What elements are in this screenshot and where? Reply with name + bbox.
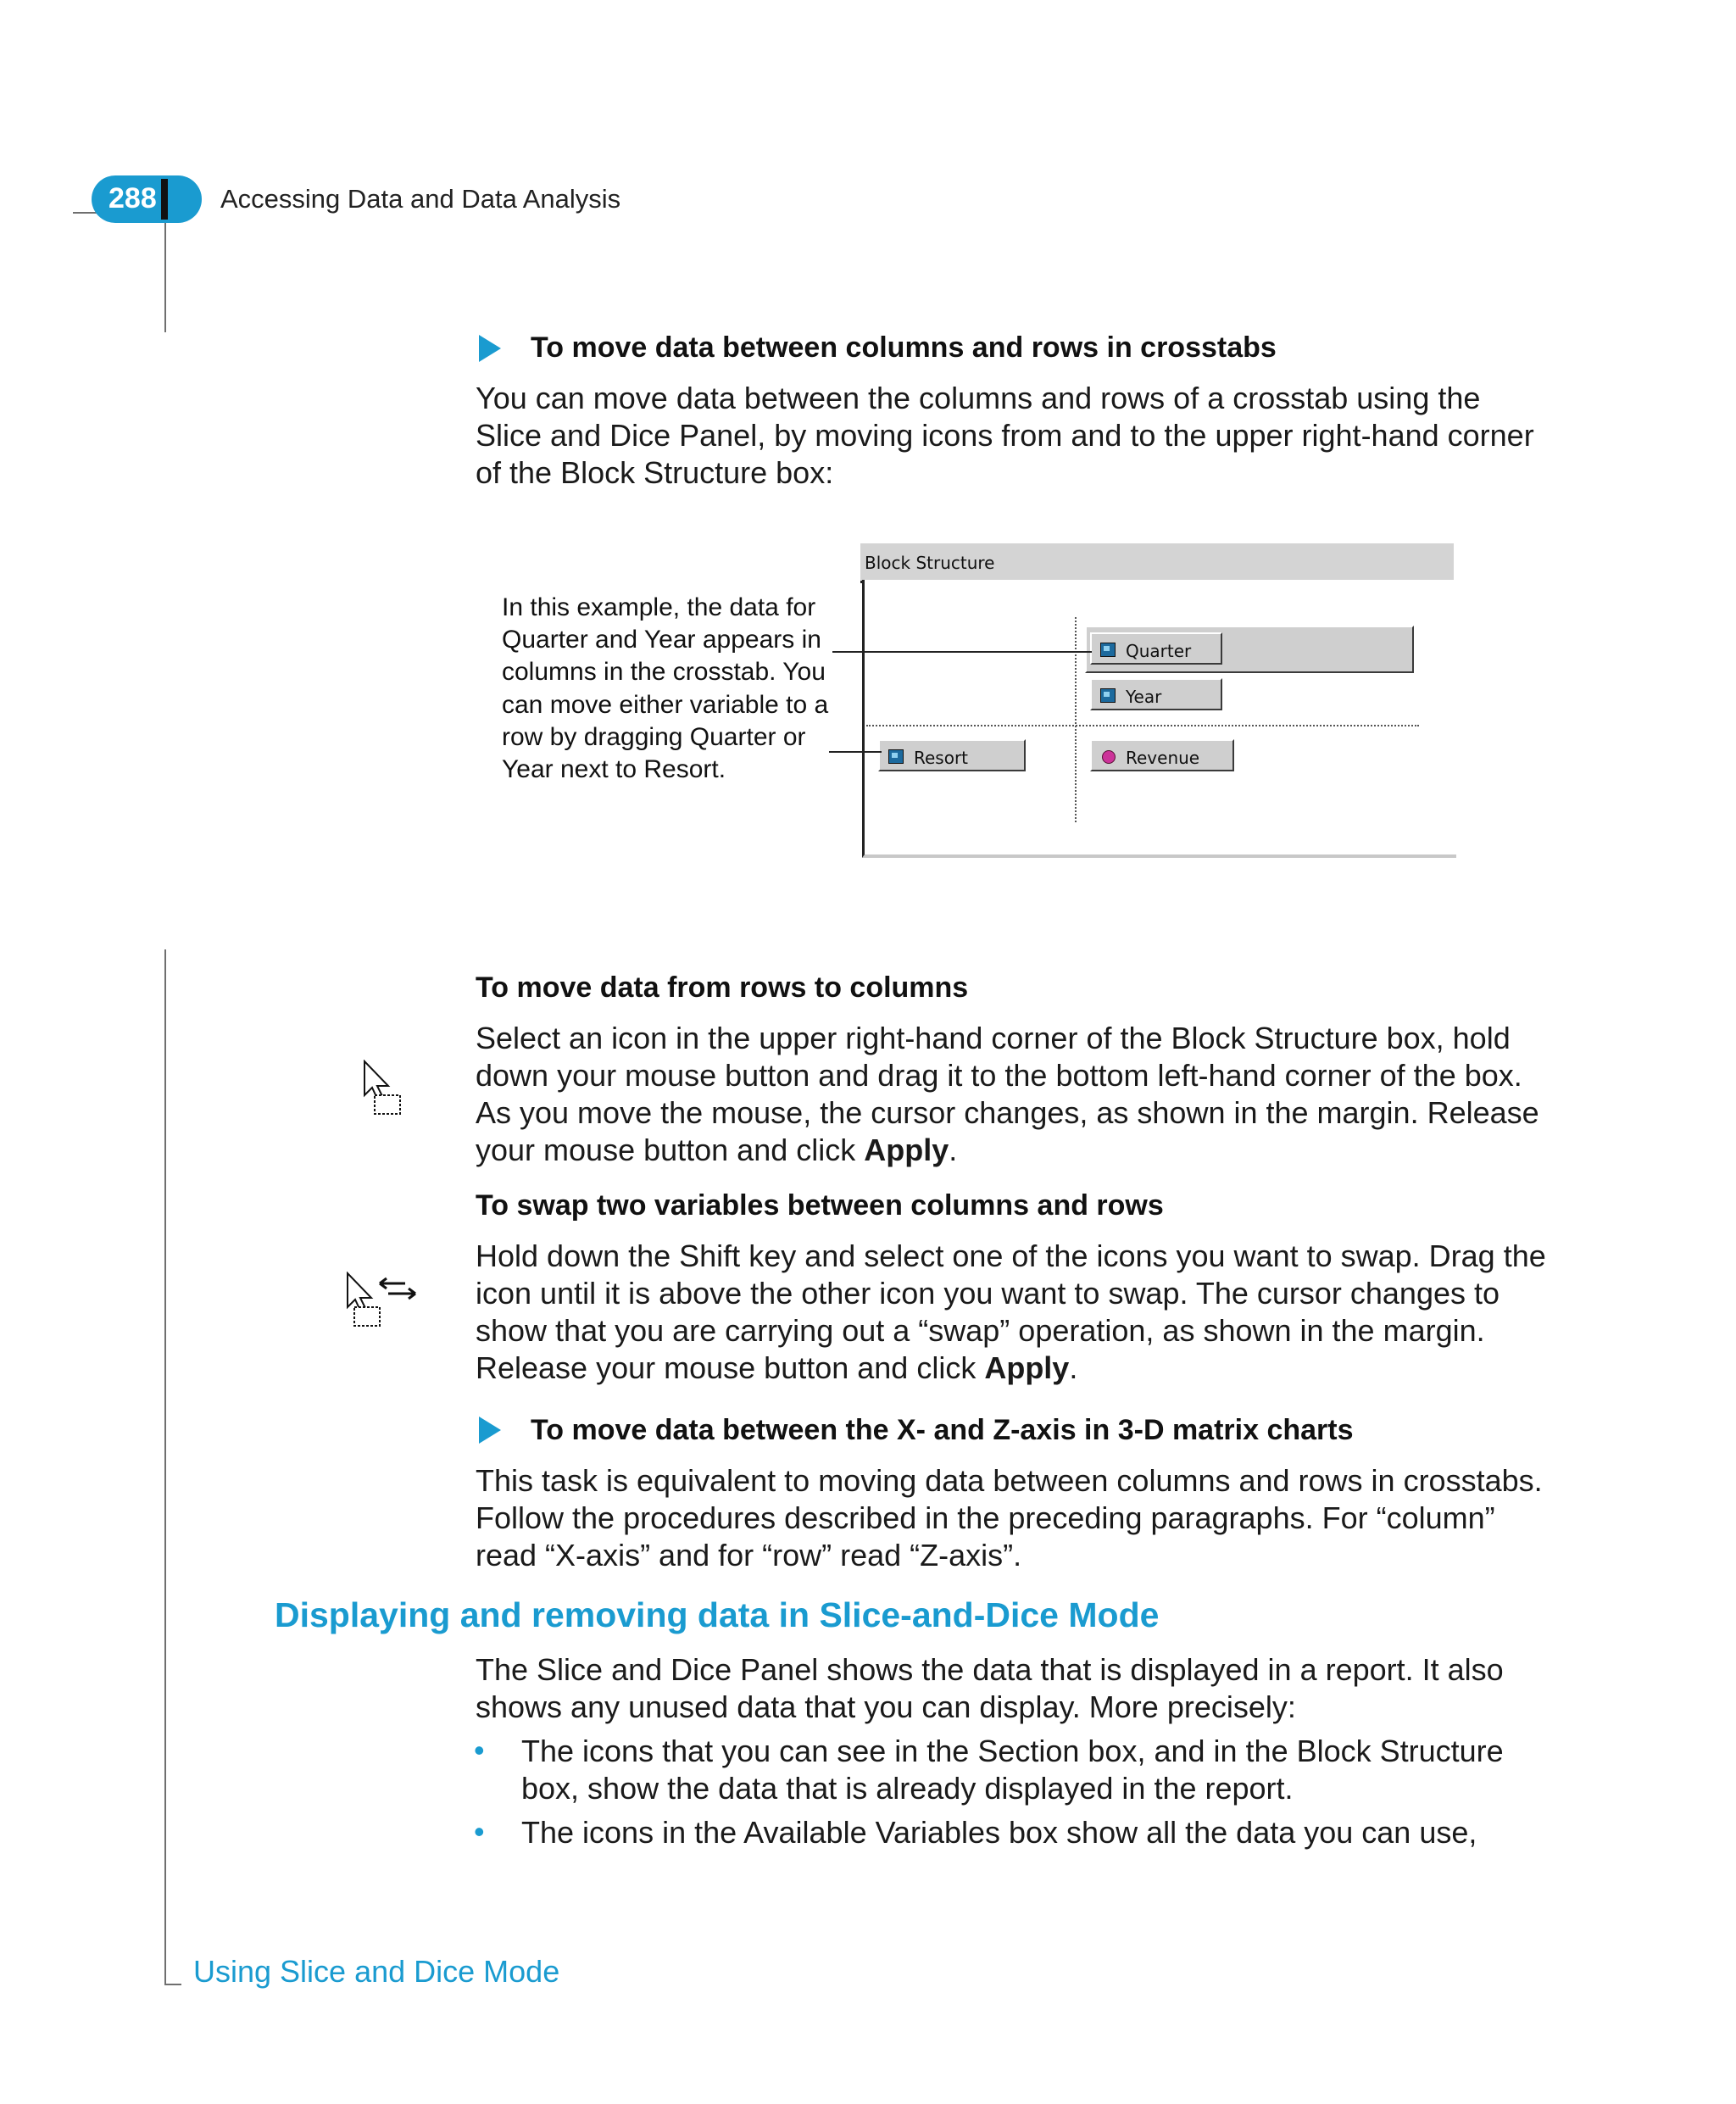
resort-label: Resort bbox=[914, 748, 969, 768]
page-number-badge bbox=[92, 175, 202, 223]
paragraph-rows-to-columns bbox=[476, 1020, 1552, 1169]
page-badge-bar bbox=[161, 179, 168, 220]
quarter-variable-button[interactable] bbox=[1090, 632, 1222, 665]
apply-keyword: Apply bbox=[864, 1133, 949, 1167]
footer-margin-rule bbox=[164, 949, 166, 1985]
measure-dot-icon bbox=[1102, 750, 1116, 764]
block-structure-pane bbox=[862, 580, 1456, 858]
block-structure-titlebar bbox=[860, 543, 1454, 583]
bullet-item: The icons that you can see in the Section box, and in the Block Structure box, show the data that is already displayed in the report. bbox=[521, 1734, 1504, 1806]
bullet-marker: • bbox=[474, 1814, 485, 1849]
paragraph-slice-dice-panel: The Slice and Dice Panel shows the data that is displayed in a report. It also shows any unused data that you can display. More precisely: bbox=[476, 1652, 1504, 1724]
block-divider-horizontal bbox=[866, 725, 1419, 726]
dimension-cube-icon bbox=[1100, 643, 1116, 657]
dimension-cube-icon bbox=[888, 749, 904, 764]
running-header-title: Accessing Data and Data Analysis bbox=[220, 184, 621, 214]
swap-end: . bbox=[1069, 1350, 1078, 1385]
paragraph-crosstabs: You can move data between the columns and rows of a crosstab using the Slice and Dice Panel, by moving icons from and to the upper right-hand corner of the Block Structure box: bbox=[476, 381, 1534, 490]
procedure-heading-crosstabs: To move data between columns and rows in crosstabs bbox=[531, 331, 1277, 364]
triangle-bullet-icon bbox=[479, 335, 501, 362]
rows-to-columns-end: . bbox=[949, 1133, 958, 1167]
bullet-item: The icons in the Available Variables box show all the data you can use, bbox=[521, 1815, 1477, 1850]
swap-text: Hold down the Shift key and select one of the icons you want to swap. Drag the icon until it is above the other icon you want to swap. The cursor changes to show that you are carrying out a “swap” operation, as shown in the margin. Release your mouse button and click bbox=[476, 1238, 1546, 1385]
bullet-marker: • bbox=[474, 1733, 485, 1767]
block-structure-title: Block Structure bbox=[865, 553, 995, 573]
year-variable-button[interactable] bbox=[1090, 678, 1222, 710]
procedure-heading-rows-to-columns: To move data from rows to columns bbox=[476, 971, 969, 1004]
section-heading-displaying-removing: Displaying and removing data in Slice-and-Dice Mode bbox=[275, 1595, 1160, 1634]
apply-keyword: Apply bbox=[984, 1350, 1070, 1385]
footer-chapter-link[interactable]: Using Slice and Dice Mode bbox=[193, 1954, 560, 1989]
page-number: 288 bbox=[108, 182, 157, 214]
quarter-label: Quarter bbox=[1126, 641, 1192, 661]
resort-variable-button[interactable] bbox=[878, 739, 1026, 771]
figure-callout: In this example, the data for Quarter and Year appears in columns in the crosstab. You can move either variable to a row by dragging Quarter or Year next to Resort. bbox=[502, 593, 829, 784]
dimension-cube-icon bbox=[1100, 688, 1116, 703]
paragraph-swap bbox=[476, 1238, 1552, 1387]
block-divider-vertical bbox=[1075, 617, 1077, 822]
triangle-bullet-icon bbox=[479, 1417, 501, 1444]
callout-leader-quarter bbox=[832, 651, 1092, 653]
header-margin-rule bbox=[164, 222, 166, 332]
move-cursor-icon bbox=[363, 1060, 405, 1121]
footer-rule bbox=[164, 1984, 181, 1985]
year-label: Year bbox=[1126, 687, 1162, 707]
procedure-heading-swap: To swap two variables between columns and rows bbox=[476, 1189, 1164, 1222]
revenue-label: Revenue bbox=[1126, 748, 1200, 768]
procedure-heading-3d-matrix: To move data between the X- and Z-axis in 3-D matrix charts bbox=[531, 1414, 1354, 1446]
swap-cursor-icon bbox=[346, 1272, 419, 1333]
callout-leader-resort bbox=[829, 751, 882, 753]
rows-to-columns-text: Select an icon in the upper right-hand corner of the Block Structure box, hold down your mouse button and drag it to the bottom left-hand corner of the box. As you move the mouse, the cursor changes, as shown in the margin. Release your mouse button and click bbox=[476, 1021, 1539, 1167]
revenue-variable-button[interactable] bbox=[1090, 739, 1234, 771]
paragraph-3d-matrix: This task is equivalent to moving data between columns and rows in crosstabs. Follow the procedures described in the preceding paragraphs. For “column” read “X-axis” and for “row” read “Z-axis”. bbox=[476, 1463, 1543, 1572]
